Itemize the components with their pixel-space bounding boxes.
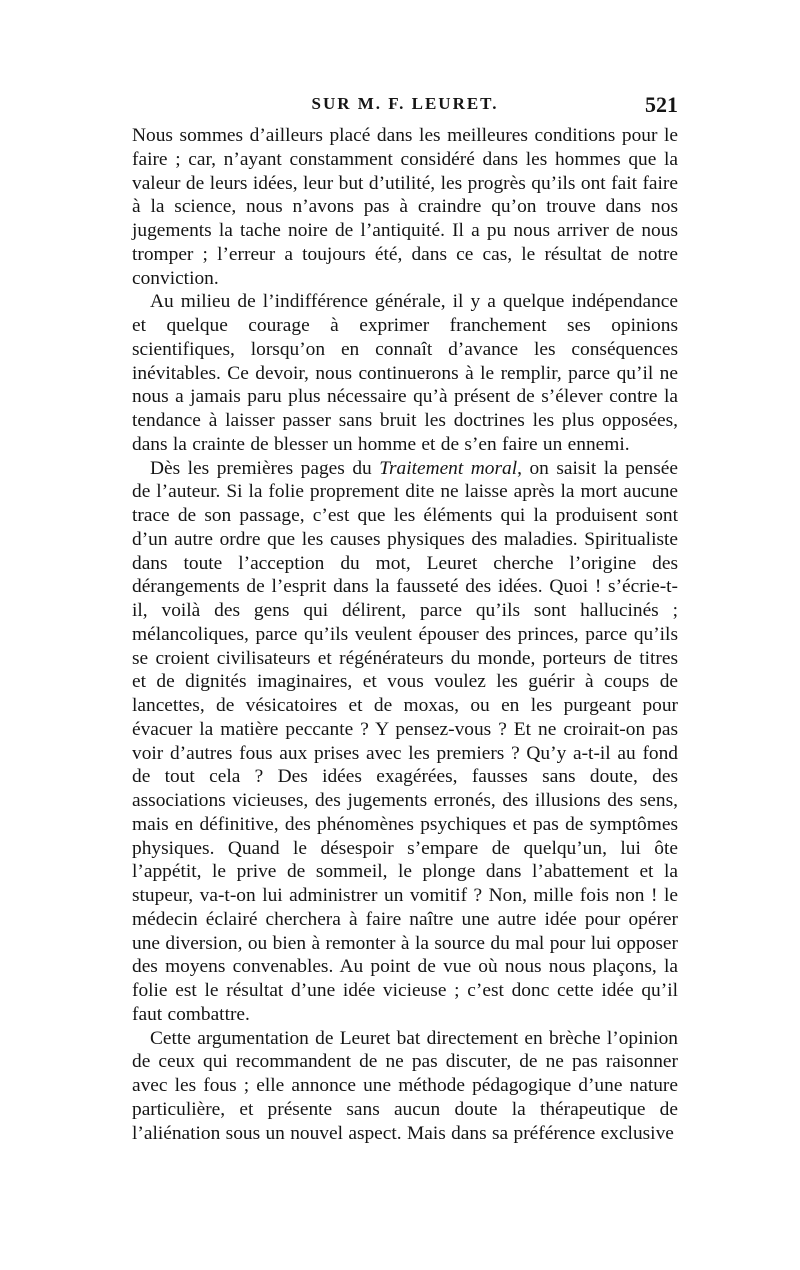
running-header xyxy=(132,92,678,118)
paragraph-3 xyxy=(132,457,678,1027)
paragraph-1: Nous sommes d’ailleurs placé dans les meilleures conditions pour le faire ; car, n’ayant constamment considéré dans les hommes que la valeur de leurs idées, leur but d’utilité, les progrès qu’ils ont fait faire à la science, nous n’avons pas à craindre qu’on trouve dans nos jugements la tache noire de l’antiquité. Il a pu nous arriver de nous tromper ; l’erreur a toujours été, dans ce cas, le résultat de notre conviction. xyxy=(132,125,678,289)
paragraph-3-lead: Dès les premières pages du xyxy=(150,457,380,479)
paragraph-3-rest: , on saisit la pensée de l’auteur. Si la folie proprement dite ne laisse après la mort aucune trace de son passage, c’est que les éléments qui la produisent sont d’un autre ordre que les causes physiques des maladies. Spiritualiste dans toute l’acception du mot, Leuret cherche l’origine des dérangements de l’esprit dans la fausseté des idées. Quoi ! s’écrie-t-il, voilà des gens qui délirent, parce qu’ils sont hallucinés ; mélancoliques, parce qu’ils veulent épouser des princes, parce qu’ils se croient civilisateurs et régénérateurs du monde, porteurs de titres et de dignités imaginaires, et vous voulez les guérir à coups de lancettes, de vésicatoires et de moxas, ou en les purgeant pour évacuer la matière peccante ? Y pensez-vous ? Et ne croirait-on pas voir d’autres fous aux prises avec les premiers ? Qu’y a-t-il au fond de tout cela ? Des idées exagérées, fausses sans doute, des associations vicieuses, des jugements erronés, des illusions des sens, mais en définitive, des phénomènes psychiques et pas de symptômes physiques. Quand le désespoir s’empare de quelqu’un, lui ôte l’appétit, le prive de sommeil, le plonge dans l’abattement et la stupeur, va-t-on lui administrer un vomitif ? Non, mille fois non ! le médecin éclairé cherchera à faire naître une autre idée pour opérer une diversion, ou bien à remonter à la source du mal pour lui opposer des moyens convenables. Au point de vue où nous nous plaçons, la folie est le résultat d’une idée vicieuse ; c’est donc cette idée qu’il faut combattre. xyxy=(132,457,678,1025)
running-title: SUR M. F. LEURET. xyxy=(311,94,499,113)
paragraph-4: Cette argumentation de Leuret bat directement en brèche l’opinion de ceux qui recommandent de ne pas discuter, de ne pas raisonner avec les fous ; elle annonce une méthode pédagogique d’une nature particulière, et présente sans aucun doute la thérapeutique de l’aliénation sous un nouvel aspect. Mais dans sa préférence exclusive xyxy=(132,1027,678,1144)
page-number: 521 xyxy=(645,92,678,117)
paragraph-2: Au milieu de l’indifférence générale, il y a quelque indépendance et quelque courage à exprimer franchement ses opinions scientifiques, lorsqu’on en connaît d’avance les conséquences inévitables. Ce devoir, nous continuerons à le remplir, parce qu’il ne nous a jamais paru plus nécessaire qu’à présent de s’élever contre la tendance à laisser passer sans bruit les doctrines les plus opposées, dans la crainte de blesser un homme et de s’en faire un ennemi. xyxy=(132,291,678,455)
book-title-italic: Traitement moral xyxy=(379,457,518,479)
body-text xyxy=(132,124,678,1145)
